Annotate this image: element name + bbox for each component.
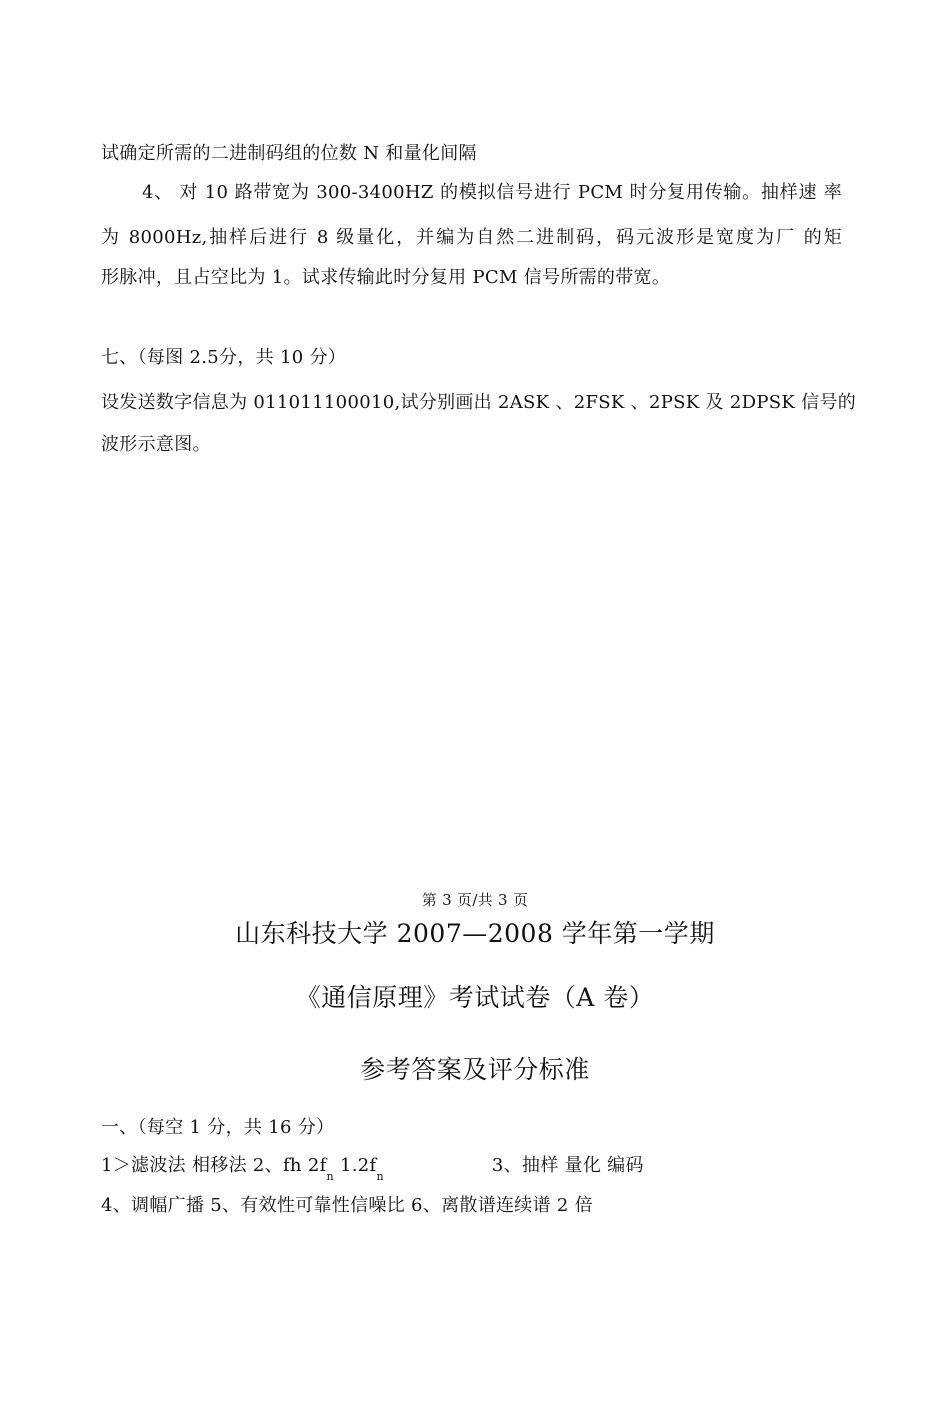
- section7-heading: 七、（每图 2.5分，共 10 分）: [101, 347, 347, 368]
- q3-tail-line: 试确定所需的二进制码组的位数 N 和量化间隔: [101, 143, 477, 164]
- answer-row-2: 4、调幅广播 5、有效性可靠性信噪比 6、离散谱连续谱 2 倍: [101, 1195, 593, 1216]
- section7-line-2: 波形示意图。: [101, 434, 211, 455]
- answer-title-course: 《通信原理》考试试卷（A 卷）: [295, 983, 655, 1012]
- q4-line-3: 形脉冲，且占空比为 1。试求传输此时分复用 PCM 信号所需的带宽。: [101, 267, 671, 288]
- answer-title-key: 参考答案及评分标准: [360, 1055, 590, 1084]
- q4-line-2: 为 8000Hz,抽样后进行 8 级量化，并编为自然二进制码，码元波形是宽度为厂 的矩: [101, 227, 842, 248]
- answer-row1-sub-1: n: [326, 1170, 334, 1183]
- answer-row1-part-a: 1＞滤波法 相移法 2、fh 2f: [101, 1155, 327, 1176]
- answer-row1-part-c: 3、抽样 量化 编码: [491, 1155, 644, 1176]
- answer-row1-sub-2: n: [376, 1170, 384, 1183]
- answer-row1-part-b: 1.2f: [333, 1155, 377, 1176]
- page-footer: 第 3 页/共 3 页: [421, 891, 529, 909]
- answer-section1-heading: 一、（每空 1 分，共 16 分）: [101, 1117, 335, 1138]
- q4-line-1: 4、 对 10 路带宽为 300-3400HZ 的模拟信号进行 PCM 时分复用传输。抽样速 率: [142, 182, 842, 203]
- answer-row-1: [101, 1155, 842, 1183]
- answer-title-school: 山东科技大学 2007—2008 学年第一学期: [235, 919, 715, 948]
- section7-line-1: 设发送数字信息为 011011100010,试分别画出 2ASK 、2FSK 、2PSK 及 2DPSK 信号的: [101, 392, 857, 413]
